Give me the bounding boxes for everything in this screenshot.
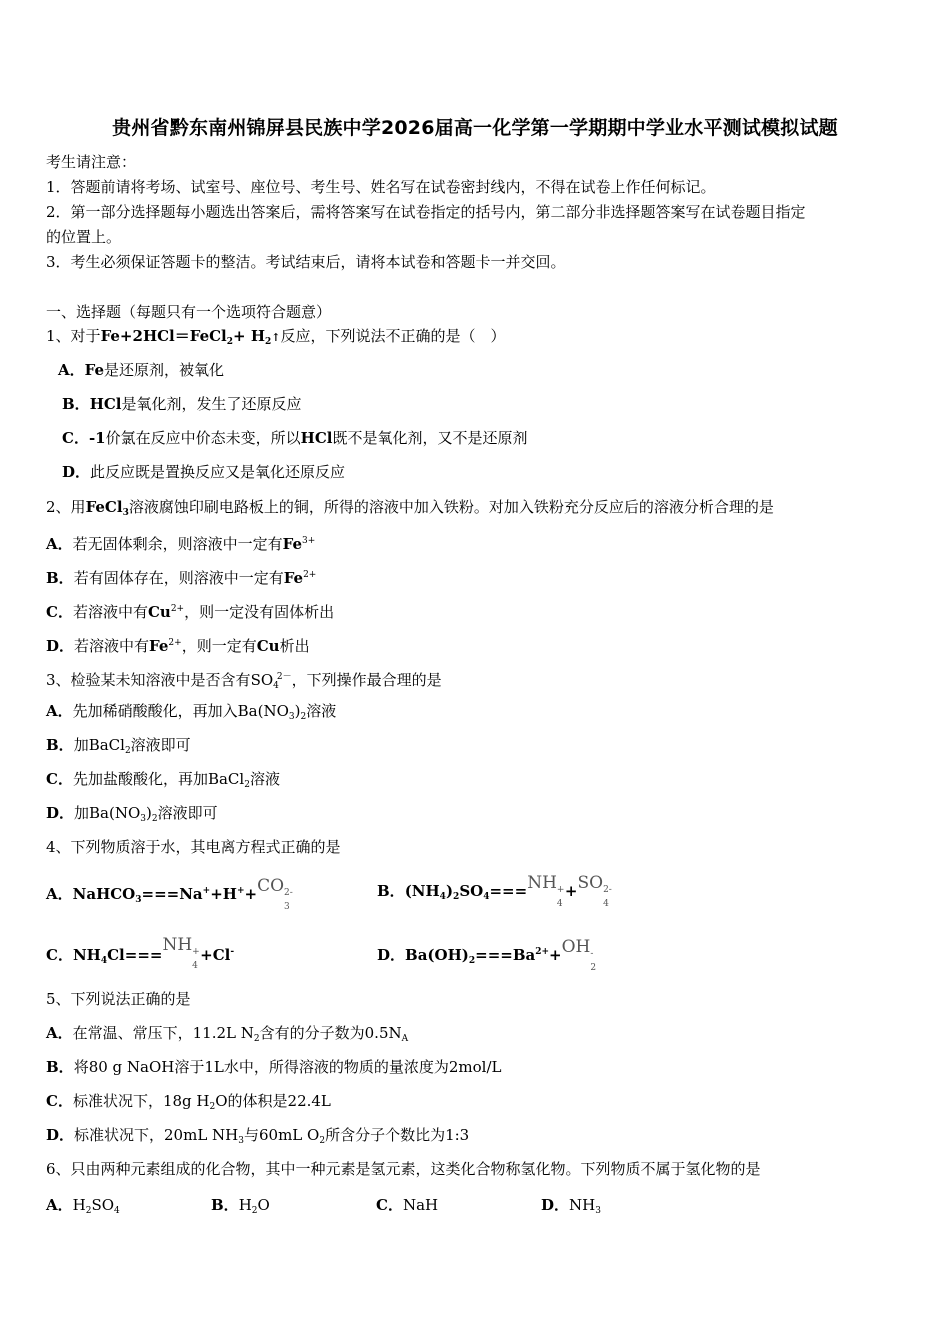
question-4-option-d[interactable]: D．$Ba(OH)_2===Ba^{2+}+OH$ - 2 (377, 937, 597, 973)
question-2-option-c[interactable]: C．若溶液中有$Cu^{2+}$，则一定没有固体析出 (46, 603, 335, 621)
question-5-option-a[interactable]: A．在常温、常压下，11.2L $N_2$含有的分子数为$0.5N_A$ (46, 1024, 409, 1044)
question-5-option-b[interactable]: B．将80 g NaOH溶于1L水中，所得溶液的物质的量浓度为2mol/L (46, 1058, 502, 1076)
notice-heading: 考生请注意： (46, 153, 137, 171)
question-3-option-a[interactable]: A．先加稀硝酸酸化，再加入$Ba(NO_3)_2$溶液 (46, 702, 337, 722)
question-1-stem: 1、对于Fe+2HCl＝FeCl$_2$+ $H_2↑$反应，下列说法不正确的是（ ） (46, 327, 506, 347)
notice-item: 2．第一部分选择题每小题选出答案后，需将答案写在试卷指定的括号内，第二部分非选择题答案写在试卷题目指定 (46, 203, 806, 221)
question-3-stem: 3、检验某未知溶液中是否含有$SO_4^{2-}$，下列操作最合理的是 (46, 671, 442, 691)
notice-item: 3．考生必须保证答题卡的整洁。考试结束后，请将本试卷和答题卡一并交回。 (46, 253, 566, 271)
question-2-option-b[interactable]: B．若有固体存在，则溶液中一定有$Fe^{2+}$ (46, 569, 317, 587)
question-5-option-c[interactable]: C．标准状况下，18g $H_2O$的体积是22.4L (46, 1092, 331, 1112)
question-4-option-a[interactable]: A．NaHCO$_3$===Na++H++CO 2- 3 (46, 876, 293, 912)
question-6-option-b[interactable]: B．$H_2O$ (211, 1196, 270, 1216)
question-2-stem: 2、用FeCl$_3$溶液腐蚀印刷电路板上的铜，所得的溶液中加入铁粉。对加入铁粉充分反应后的溶液分析合理的是 (46, 498, 774, 518)
question-4-option-b[interactable]: B．$(NH_4)_2SO_4===NH$ + 4 +SO 2- 4 (377, 873, 612, 909)
question-4-option-c[interactable]: C．$NH_4Cl===NH$ + 4 +Cl- (46, 935, 235, 971)
section-heading: 一、选择题（每题只有一个选项符合题意） (46, 303, 332, 321)
question-5-stem: 5、下列说法正确的是 (46, 990, 191, 1008)
question-6-stem: 6、只由两种元素组成的化合物，其中一种元素是氢元素，这类化合物称氢化物。下列物质不属于氢化物的是 (46, 1160, 761, 1178)
notice-item: 的位置上。 (46, 228, 122, 246)
question-3-option-d[interactable]: D．加$Ba(NO_3)_2$溶液即可 (46, 804, 218, 824)
question-6-option-c[interactable]: C．NaH (376, 1196, 439, 1214)
question-5-option-d[interactable]: D．标准状况下，20mL $NH_3$与60mL $O_2$所含分子个数比为1:3 (46, 1126, 470, 1146)
question-1-option-c[interactable]: C．-1价氯在反应中价态未变，所以HCl既不是氧化剂，又不是还原剂 (62, 429, 528, 447)
question-4-stem: 4、下列物质溶于水，其电离方程式正确的是 (46, 838, 341, 856)
question-1-option-a[interactable]: A．Fe是还原剂，被氧化 (58, 361, 225, 379)
question-6-option-d[interactable]: D．$NH_3$ (541, 1196, 601, 1216)
question-3-option-c[interactable]: C．先加盐酸酸化，再加BaCl$_2$溶液 (46, 770, 280, 790)
notice-item: 1．答题前请将考场、试室号、座位号、考生号、姓名写在试卷密封线内，不得在试卷上作任何标记。 (46, 178, 716, 196)
question-1-option-d[interactable]: D．此反应既是置换反应又是氧化还原反应 (62, 463, 346, 481)
question-6-option-a[interactable]: A．$H_2SO_4$ (46, 1196, 120, 1216)
question-1-option-b[interactable]: B．HCl是氧化剂，发生了还原反应 (62, 395, 302, 413)
question-2-option-d[interactable]: D．若溶液中有$Fe^{2+}$，则一定有Cu析出 (46, 637, 310, 655)
question-2-option-a[interactable]: A．若无固体剩余，则溶液中一定有$Fe^{3+}$ (46, 535, 316, 553)
page-title: 贵州省黔东南州锦屏县民族中学2026届高一化学第一学期期中学业水平测试模拟试题 (112, 117, 838, 139)
question-3-option-b[interactable]: B．加BaCl$_2$溶液即可 (46, 736, 191, 756)
